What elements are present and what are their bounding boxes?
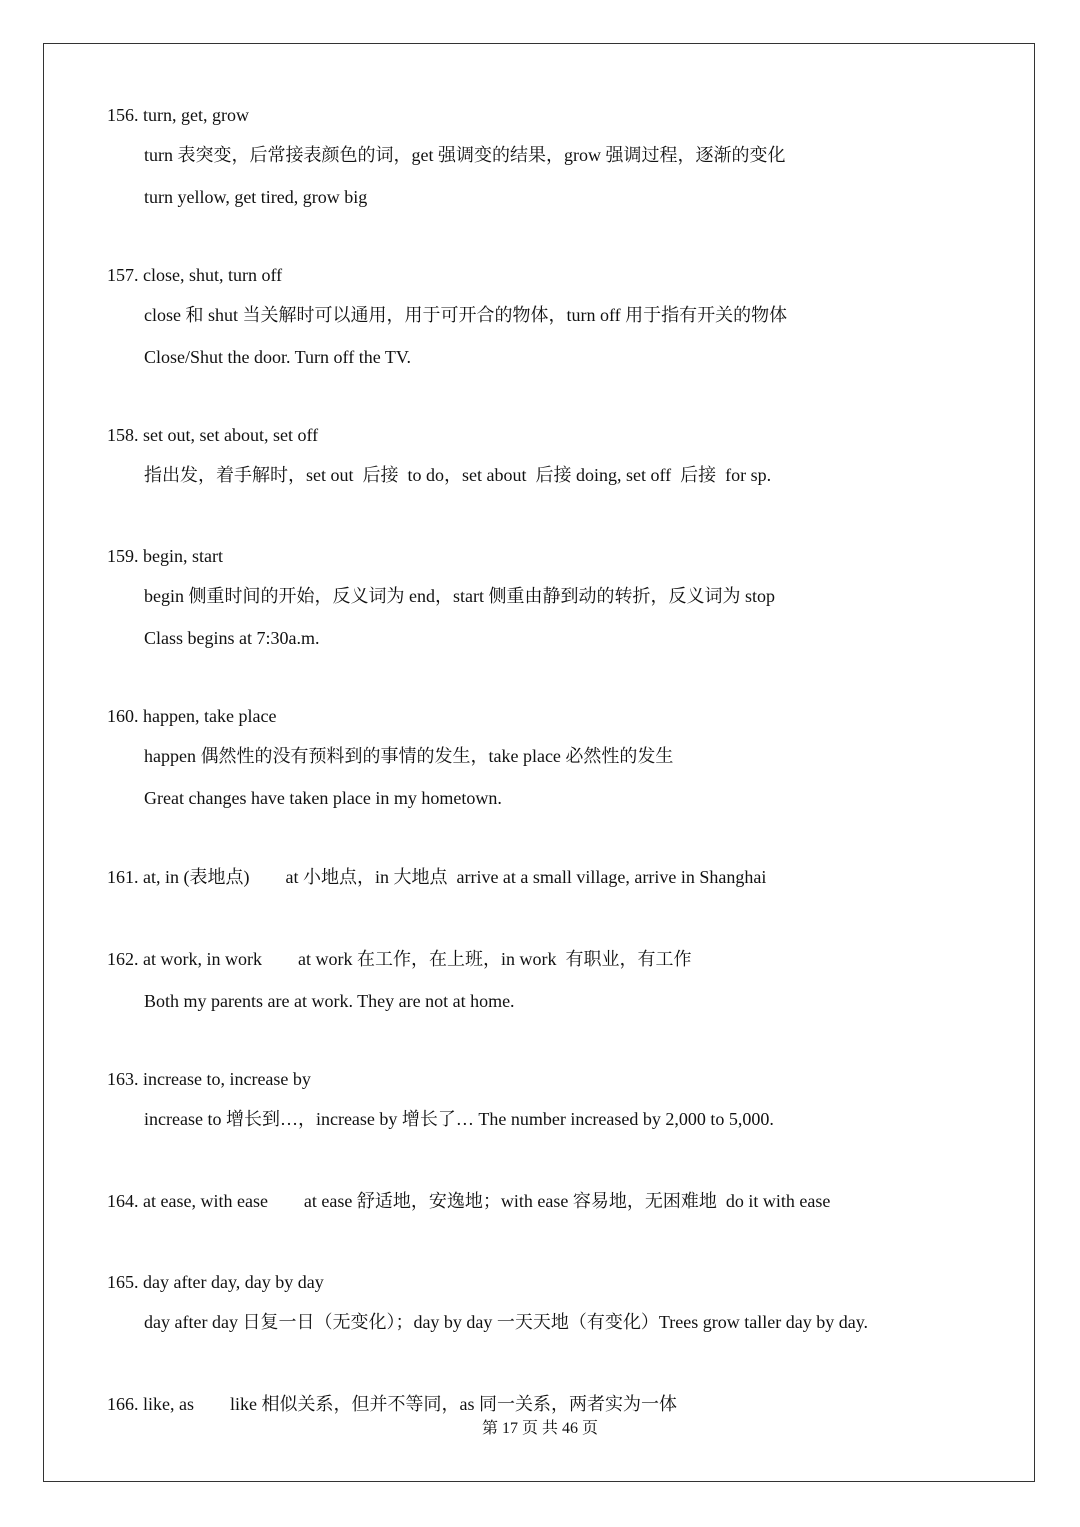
entry-165-title: 165. day after day, day by day <box>107 1272 324 1292</box>
entry-156-title: 156. turn, get, grow <box>107 105 249 125</box>
entry-160-explanation: happen 偶然性的没有预料到的事情的发生，take place 必然性的发生 <box>144 746 674 766</box>
entry-158-explanation: 指出发，着手解时，set out 后接 to do，set about 后接 doing, set off 后接 for sp. <box>144 465 772 485</box>
entry-158-title: 158. set out, set about, set off <box>107 425 319 445</box>
entry-166-title: 166. like, as like 相似关系，但并不等同，as 同一关系，两者实为一体 <box>107 1394 677 1414</box>
entry-159-example: Class begins at 7:30a.m. <box>144 628 320 648</box>
entry-159-explanation: begin 侧重时间的开始，反义词为 end，start 侧重由静到动的转折，反义词为 stop <box>144 586 775 606</box>
entry-160-title: 160. happen, take place <box>107 706 277 726</box>
entry-156-explanation: turn 表突变，后常接表颜色的词，get 强调变的结果，grow 强调过程，逐渐的变化 <box>144 145 786 165</box>
entry-161-title: 161. at, in (表地点) at 小地点，in 大地点 arrive at a small village, arrive in Shanghai <box>107 867 767 887</box>
entry-157-explanation: close 和 shut 当关解时可以通用，用于可开合的物体，turn off 用于指有开关的物体 <box>144 305 788 325</box>
entry-165-explanation: day after day 日复一日（无变化）；day by day 一天天地（有变化）Trees grow taller day by day. <box>144 1312 869 1332</box>
entry-164-title: 164. at ease, with ease at ease 舒适地，安逸地；with ease 容易地，无困难地 do it with ease <box>107 1191 831 1211</box>
page-number-footer: 第 17 页 共 46 页 <box>481 1420 598 1437</box>
entry-156-example: turn yellow, get tired, grow big <box>144 187 368 207</box>
entry-157-title: 157. close, shut, turn off <box>107 265 283 285</box>
entry-162-example: Both my parents are at work. They are not at home. <box>144 991 515 1011</box>
entry-162-title: 162. at work, in work at work 在工作，在上班，in work 有职业，有工作 <box>107 949 692 969</box>
entry-163-explanation: increase to 增长到…，increase by 增长了… The number increased by 2,000 to 5,000. <box>144 1109 774 1129</box>
entry-157-example: Close/Shut the door. Turn off the TV. <box>144 347 412 367</box>
entry-160-example: Great changes have taken place in my hometown. <box>144 788 502 808</box>
entry-159-title: 159. begin, start <box>107 546 223 566</box>
entry-163-title: 163. increase to, increase by <box>107 1069 311 1089</box>
